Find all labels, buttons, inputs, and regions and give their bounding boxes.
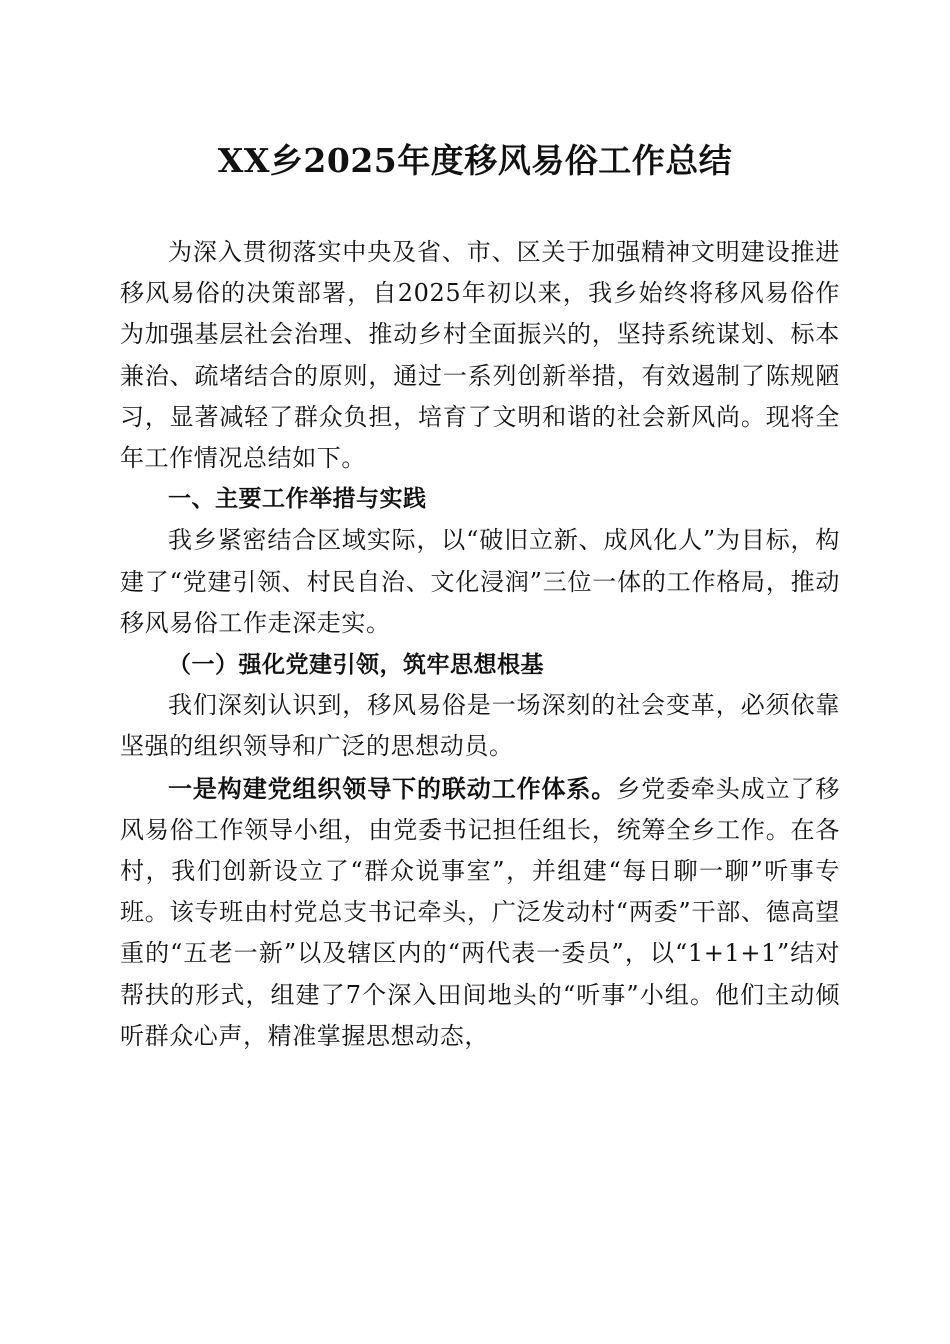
point-paragraph — [120, 768, 840, 1057]
document-body — [120, 232, 840, 1057]
intro-paragraph: 为深入贯彻落实中央及省、市、区关于加强精神文明建设推进移风易俗的决策部署，自2025年初以来，我乡始终将移风易俗作为加强基层社会治理、推动乡村全面振兴的，坚持系统谋划、标本兼治、疏堵结合的原则，通过一系列创新举措，有效遏制了陈规陋习，显著减轻了群众负担，培育了文明和谐的社会新风尚。现将全年工作情况总结如下。 — [120, 238, 840, 473]
document-title: XX乡2025年度移风易俗工作总结 — [217, 141, 733, 180]
point-lead: 一是构建党组织领导下的联动工作体系。 — [168, 773, 617, 803]
section-paragraph: 我乡紧密结合区域实际，以“破旧立新、成风化人”为目标，构建了“党建引领、村民自治、文化浸润”三位一体的工作格局，推动移风易俗工作走深走实。 — [120, 526, 840, 637]
subsection-heading: （一）强化党建引领，筑牢思想根基 — [168, 651, 544, 679]
section-heading: 一、主要工作举措与实践 — [168, 486, 427, 513]
subsection-paragraph: 我们深刻认识到，移风易俗是一场深刻的社会变革，必须依靠坚强的组织领导和广泛的思想动员。 — [120, 691, 840, 761]
point-text: 乡党委牵头成立了移风易俗工作领导小组，由党委书记担任组长，统筹全乡工作。在各村，我们创新设立了“群众说事室”，并组建“每日聊一聊”听事专班。该专班由村党总支书记牵头，广泛发动村“两委”干部、德高望重的“五老一新”以及辖区内的“两代表一委员”，以“1+1+1”结对帮扶的形式，组建了7个深入田间地头的“听事”小组。他们主动倾听群众心声，精准掌握思想动态， — [120, 774, 840, 1050]
